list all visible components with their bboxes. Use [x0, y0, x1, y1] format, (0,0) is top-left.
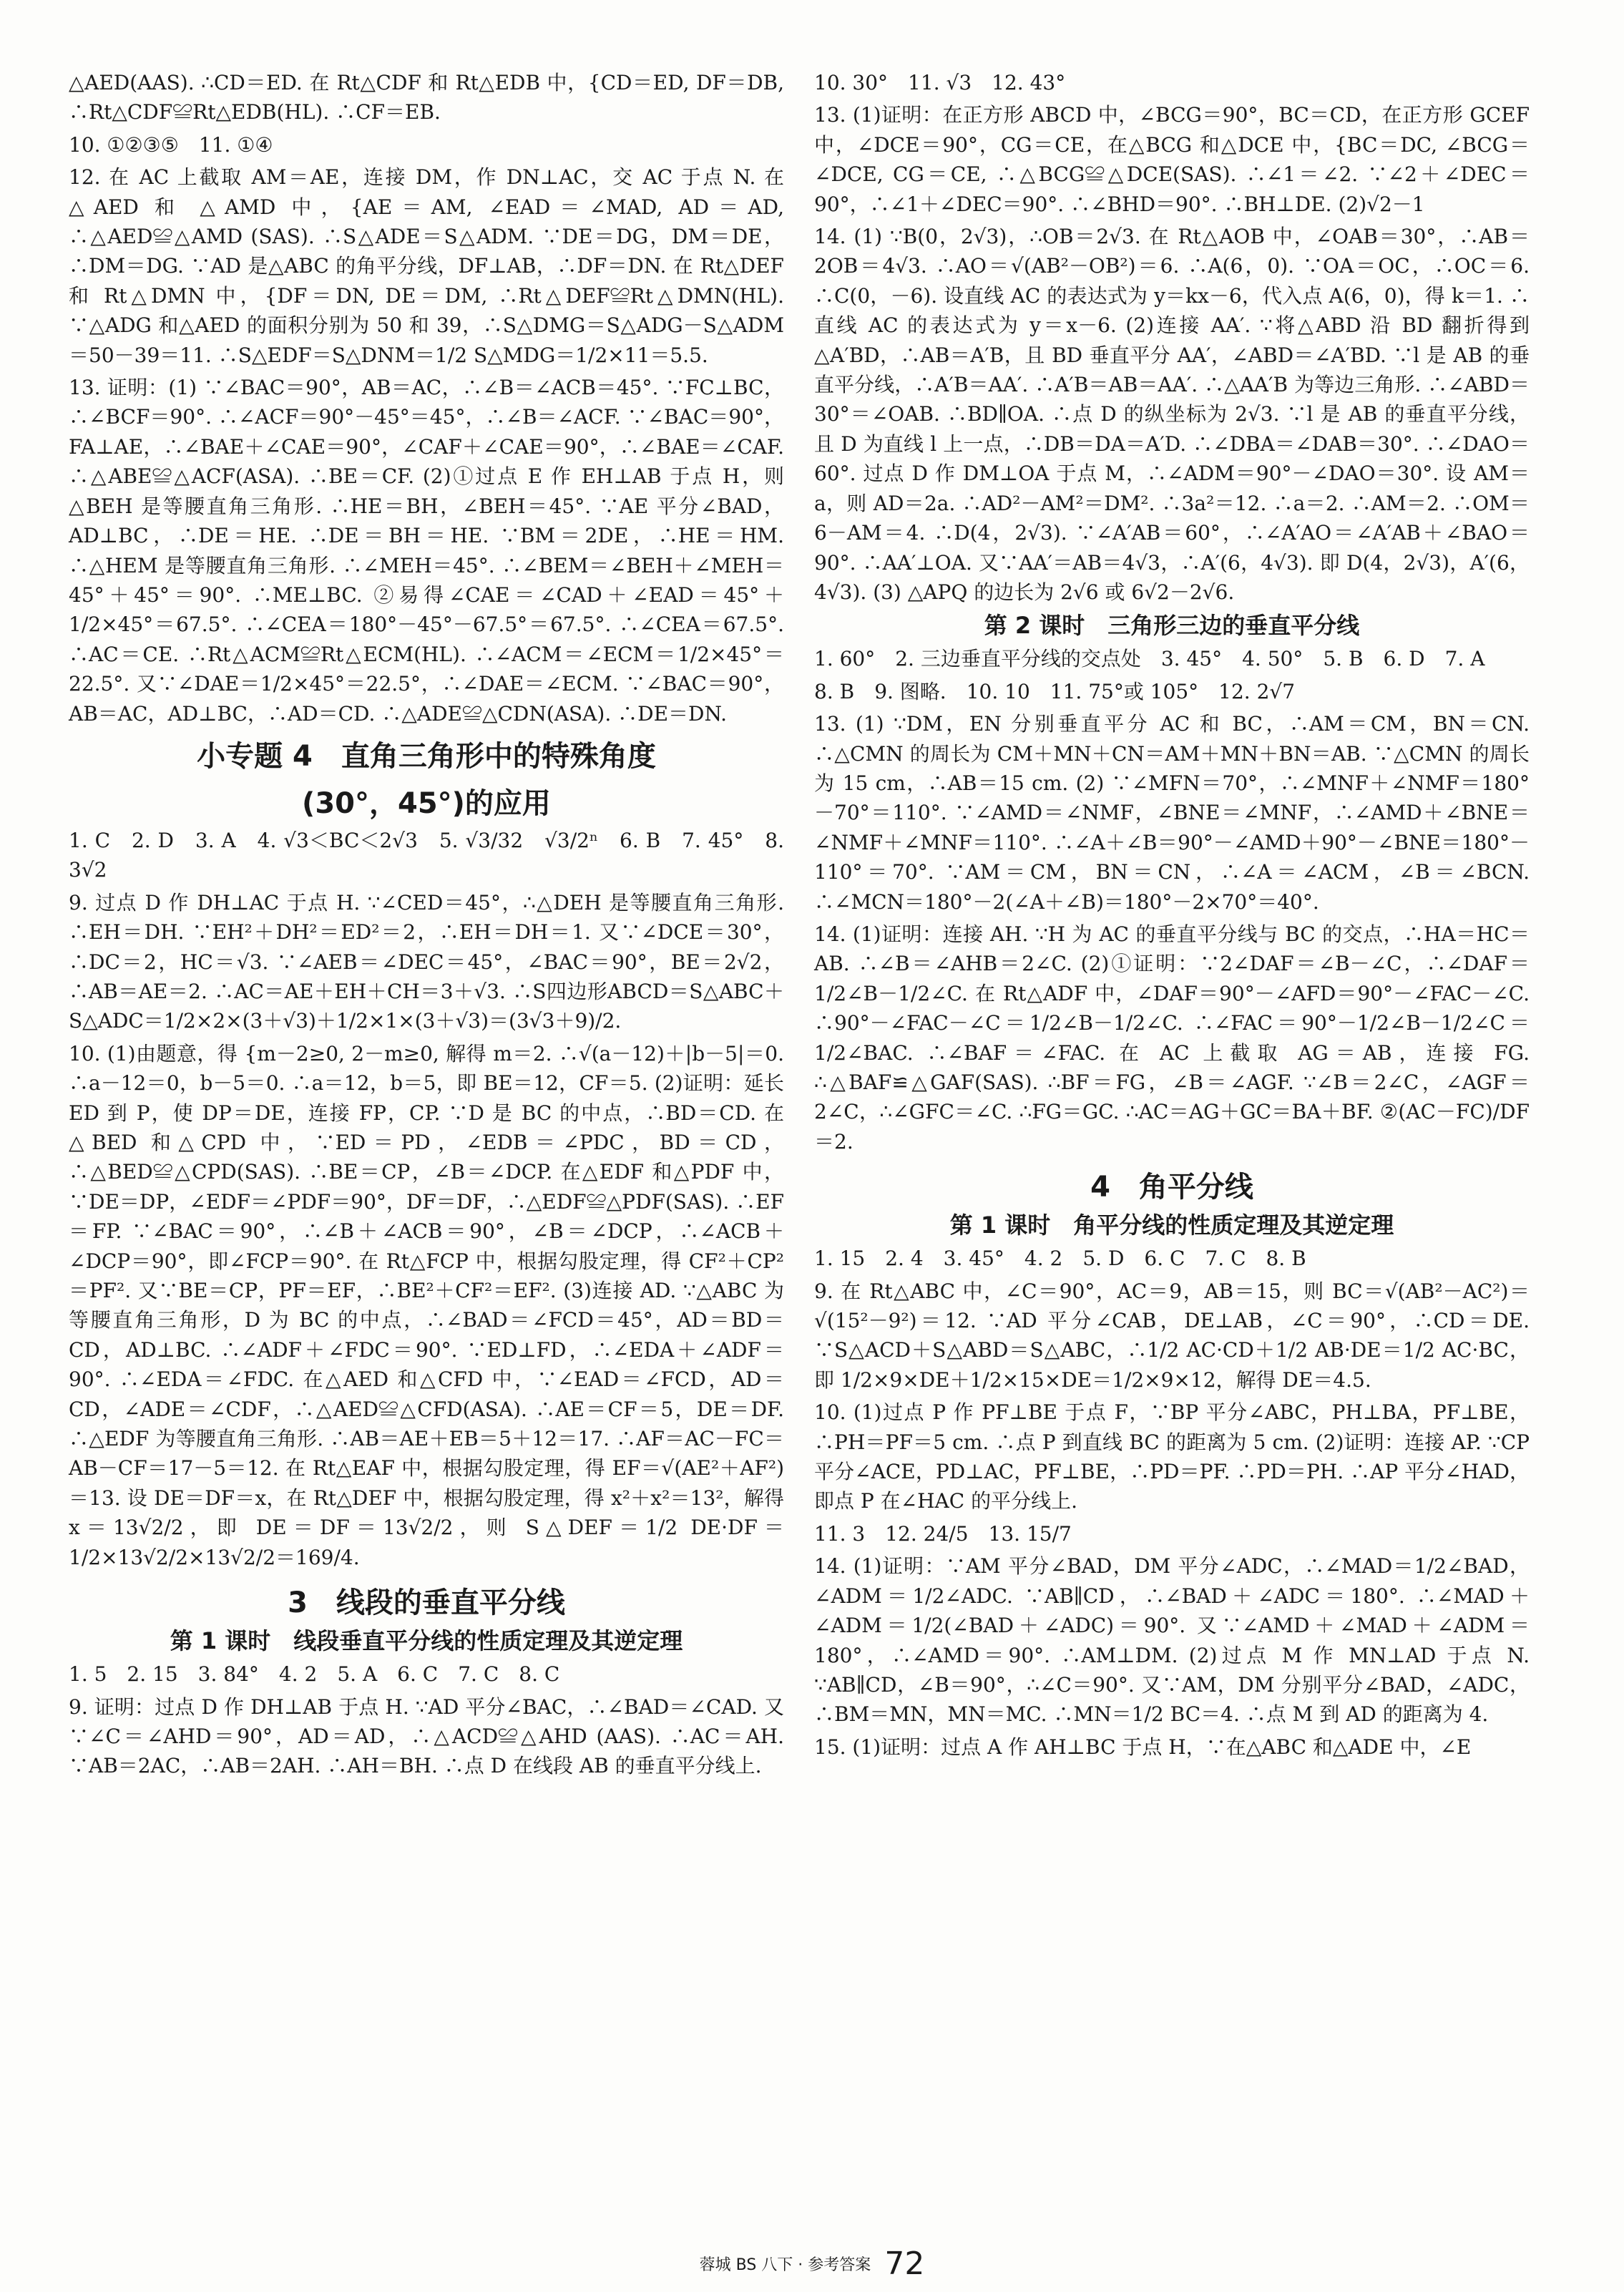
- answer-paragraph: 13. 证明：(1) ∵∠BAC＝90°，AB＝AC，∴∠B＝∠ACB＝45°. ∵FC⊥BC，∴∠BCF＝90°. ∴∠ACF＝90°－45°＝45°，∴∠B＝∠ACF. ∵∠BAC＝90°，FA⊥AE，∴∠BAE＋∠CAE＝90°，∠CAF＋∠CAE＝90°，∴∠BAE＝∠CAF. ∴△ABE≌△ACF(ASA). ∴BE＝CF. (2)①过点 E 作 EH⊥AB 于点 H，则△BEH 是等腰直角三角形. ∴HE＝BH，∠BEH＝45°. ∵AE 平分∠BAD，AD⊥BC，∴DE＝HE. ∴DE＝BH＝HE. ∵BM＝2DE，∴HE＝HM. ∴△HEM 是等腰直角三角形. ∴∠MEH＝45°. ∴∠BEM＝∠BEH＋∠MEH＝45°＋45°＝90°. ∴ME⊥BC. ②易得∠CAE＝∠CAD＋∠EAD＝45°＋1/2×45°＝67.5°. ∴∠CEA＝180°－45°－67.5°＝67.5°. ∴∠CEA＝67.5°. ∴AC＝CE. ∴Rt△ACM≌Rt△ECM(HL). ∴∠ACM＝∠ECM＝1/2×45°＝22.5°. 又∵∠DAE＝1/2×45°＝22.5°，∴∠DAE＝∠ECM. ∵∠BAC＝90°，AB＝AC，AD⊥BC，∴AD＝CD. ∴△ADE≌△CDN(ASA). ∴DE＝DN.: [69, 376, 784, 726]
- answer-paragraph: 11. 3 12. 24/5 13. 15/7: [814, 1521, 1072, 1546]
- footer-label: 蓉城 BS 八下 · 参考答案: [699, 2256, 871, 2274]
- answer-paragraph: 14. (1)证明：∵AM 平分∠BAD，DM 平分∠ADC，∴∠MAD＝1/2∠BAD，∠ADM＝1/2∠ADC. ∵AB∥CD，∴∠BAD＋∠ADC＝180°. ∴∠MAD＋∠ADM＝1/2(∠BAD＋∠ADC)＝90°. 又∵∠AMD＋∠MAD＋∠ADM＝180°，∴∠AMD＝90°. ∴AM⊥DM. (2)过点 M 作 MN⊥AD 于点 N. ∵AB∥CD，∠B＝90°，∴∠C＝90°. 又∵AM，DM 分别平分∠BAD，∠ADC，∴BM＝MN，MN＝MC. ∴MN＝1/2 BC＝4. ∴点 M 到 AD 的距离为 4.: [814, 1554, 1530, 1727]
- section-heading: 3 线段的垂直平分线: [288, 1586, 565, 1620]
- answer-paragraph: 10. ①②③⑤ 11. ①④: [69, 132, 273, 157]
- answer-paragraph: 9. 在 Rt△ABC 中，∠C＝90°，AC＝9，AB＝15，则 BC＝√(AB²－AC²)＝√(15²－9²)＝12. ∵AD 平分∠CAB，DE⊥AB，∠C＝90°，∴CD＝DE. ∵S△ACD＋S△ABD＝S△ABC，∴1/2 AC·CD＋1/2 AB·DE＝1/2 AC·BC，即 1/2×9×DE＋1/2×15×DE＝1/2×9×12，解得 DE＝4.5.: [814, 1279, 1530, 1392]
- answer-paragraph: 13. (1) ∵DM，EN 分别垂直平分 AC 和 BC，∴AM＝CM，BN＝CN. ∴△CMN 的周长为 CM＋MN＋CN＝AM＋MN＋BN＝AB. ∵△CMN 的周长为 15 cm，∴AB＝15 cm. (2) ∵∠MFN＝70°，∴∠MNF＋∠NMF＝180°－70°＝110°. ∵∠AMD＝∠NMF，∠BNE＝∠MNF，∴∠AMD＋∠BNE＝∠NMF＋∠MNF＝110°. ∴∠A＋∠B＝90°－∠AMD＋90°－∠BNE＝180°－110°＝70°. ∵AM＝CM，BN＝CN，∴∠A＝∠ACM，∠B＝∠BCN. ∴∠MCN＝180°－2(∠A＋∠B)＝180°－2×70°＝40°.: [814, 712, 1530, 914]
- answer-paragraph: 10. (1)由题意，得 {m－2≥0, 2－m≥0, 解得 m＝2. ∴√(a－12)＋|b－5|＝0. ∴a－12＝0，b－5＝0. ∴a＝12，b＝5，即 BE＝12，CF＝5. (2)证明：延长 ED 到 P，使 DP＝DE，连接 FP，CP. ∵D 是 BC 的中点，∴BD＝CD. 在△BED 和△CPD 中，∵ED＝PD，∠EDB＝∠PDC，BD＝CD，∴△BED≌△CPD(SAS). ∴BE＝CP，∠B＝∠DCP. 在△EDF 和△PDF 中，∵DE＝DP，∠EDF＝∠PDF＝90°，DF＝DF，∴△EDF≌△PDF(SAS). ∴EF＝FP. ∵∠BAC＝90°，∴∠B＋∠ACB＝90°，∠B＝∠DCP，∴∠ACB＋∠DCP＝90°，即∠FCP＝90°. 在 Rt△FCP 中，根据勾股定理，得 CF²＋CP²＝PF². 又∵BE＝CP，PF＝EF，∴BE²＋CF²＝EF². (3)连接 AD. ∵△ABC 为等腰直角三角形，D 为 BC 的中点，∴∠BAD＝∠FCD＝45°，AD＝BD＝CD，AD⊥BC. ∴∠ADF＋∠FDC＝90°. ∵ED⊥FD，∴∠EDA＋∠ADF＝90°. ∴∠EDA＝∠FDC. 在△AED 和△CFD 中，∵∠EAD＝∠FCD，AD＝CD，∠ADE＝∠CDF，∴△AED≌△CFD(ASA). ∴AE＝CF＝5，DE＝DF. ∴△EDF 为等腰直角三角形. ∴AB＝AE＋EB＝5＋12＝17. ∴AF＝AC－FC＝AB－CF＝17－5＝12. 在 Rt△EAF 中，根据勾股定理，得 EF＝√(AE²＋AF²)＝13. 设 DE＝DF＝x，在 Rt△DEF 中，根据勾股定理，得 x²＋x²＝13²，解得 x＝13√2/2，即 DE＝DF＝13√2/2，则 S△DEF＝1/2 DE·DF＝1/2×13√2/2×13√2/2＝169/4.: [69, 1041, 784, 1569]
- answer-paragraph: 1. 60° 2. 三边垂直平分线的交点处 3. 45° 4. 50° 5. B 6. D 7. A: [814, 647, 1485, 671]
- topic-heading: (30°，45°)的应用: [302, 786, 551, 820]
- answer-paragraph: 1. 5 2. 15 3. 84° 4. 2 5. A 6. C 7. C 8. C: [69, 1662, 560, 1687]
- left-column: [69, 68, 784, 1784]
- answer-paragraph: △AED(AAS). ∴CD＝ED. 在 Rt△CDF 和 Rt△EDB 中，{CD＝ED, DF＝DB, ∴Rt△CDF≌Rt△EDB(HL). ∴CF＝EB.: [69, 71, 784, 125]
- answer-paragraph: 1. 15 2. 4 3. 45° 4. 2 5. D 6. C 7. C 8. B: [814, 1247, 1306, 1271]
- answer-paragraph: 13. (1)证明：在正方形 ABCD 中，∠BCG＝90°，BC＝CD，在正方形 GCEF 中，∠DCE＝90°，CG＝CE，在△BCG 和△DCE 中，{BC＝DC, ∠BCG＝∠DCE, CG＝CE, ∴△BCG≌△DCE(SAS). ∴∠1＝∠2. ∵∠2＋∠DEC＝90°，∴∠1＋∠DEC＝90°. ∴∠BHD＝90°. ∴BH⊥DE. (2)√2－1: [814, 103, 1530, 216]
- answer-paragraph: 10. (1)过点 P 作 PF⊥BE 于点 F，∵BP 平分∠ABC，PH⊥BA，PF⊥BE，∴PH＝PF＝5 cm. ∴点 P 到直线 BC 的距离为 5 cm. (2)证明：连接 AP. ∵CP 平分∠ACE，PD⊥AC，PF⊥BE，∴PD＝PF. ∴PD＝PH. ∴AP 平分∠HAD，即点 P 在∠HAC 的平分线上.: [814, 1400, 1530, 1513]
- lesson-heading: 第 2 课时 三角形三边的垂直平分线: [984, 612, 1360, 640]
- topic-heading: 小专题 4 直角三角形中的特殊角度: [197, 739, 656, 773]
- answer-paragraph: 14. (1) ∵B(0，2√3)，∴OB＝2√3. 在 Rt△AOB 中，∠OAB＝30°，∴AB＝2OB＝4√3. ∴AO＝√(AB²－OB²)＝6. ∴A(6，0). ∵OA＝OC，∴OC＝6. ∴C(0，－6). 设直线 AC 的表达式为 y＝kx－6，代入点 A(6，0)，得 k＝1. ∴直线 AC 的表达式为 y＝x－6. (2)连接 AA′. ∵将△ABD 沿 BD 翻折得到△A′BD，∴AB＝A′B，且 BD 垂直平分 AA′，∠ABD＝∠A′BD. ∵l 是 AB 的垂直平分线，∴A′B＝AA′. ∴A′B＝AB＝AA′. ∴△AA′B 为等边三角形. ∴∠ABD＝30°＝∠OAB. ∴BD∥OA. ∴点 D 的纵坐标为 2√3. ∵l 是 AB 的垂直平分线，且 D 为直线 l 上一点，∴DB＝DA＝A′D. ∴∠DBA＝∠DAB＝30°. ∴∠DAO＝60°. 过点 D 作 DM⊥OA 于点 M，∴∠ADM＝90°－∠DAO＝30°. 设 AM＝a，则 AD＝2a. ∴AD²－AM²＝DM². ∴3a²＝12. ∴a＝2. ∴AM＝2. ∴OM＝6－AM＝4. ∴D(4，2√3). ∵∠A′AB＝60°，∴∠A′AO＝∠A′AB＋∠BAO＝90°. ∴AA′⊥OA. 又∵AA′＝AB＝4√3，∴A′(6，4√3). 即 D(4，2√3)，A′(6，4√3). (3) △APQ 的边长为 2√6 或 6√2－2√6.: [814, 225, 1530, 604]
- page-number: 72: [884, 2245, 925, 2282]
- right-column: [814, 68, 1530, 1765]
- answer-paragraph: 14. (1)证明：连接 AH. ∵H 为 AC 的垂直平分线与 BC 的交点，∴HA＝HC＝AB. ∴∠B＝∠AHB＝2∠C. (2)①证明：∵2∠DAF＝∠B－∠C，∴∠DAF＝1/2∠B－1/2∠C. 在 Rt△ADF 中，∠DAF＝90°－∠AFD＝90°－∠FAC－∠C. ∴90°－∠FAC－∠C＝1/2∠B－1/2∠C. ∴∠FAC＝90°－1/2∠B－1/2∠C＝1/2∠BAC. ∴∠BAF＝∠FAC. 在 AC 上截取 AG＝AB，连接 FG. ∴△BAF≌△GAF(SAS). ∴BF＝FG，∠B＝∠AGF. ∵∠B＝2∠C，∠AGF＝2∠C，∴∠GFC＝∠C. ∴FG＝GC. ∴AC＝AG＋GC＝BA＋BF. ②(AC－FC)/DF＝2.: [814, 922, 1530, 1154]
- lesson-heading: 第 1 课时 线段垂直平分线的性质定理及其逆定理: [170, 1627, 683, 1655]
- answer-paragraph: 9. 证明：过点 D 作 DH⊥AB 于点 H. ∵AD 平分∠BAC，∴∠BAD＝∠CAD. 又∵∠C＝∠AHD＝90°，AD＝AD，∴△ACD≌△AHD (AAS). ∴AC＝AH. ∵AB＝2AC，∴AB＝2AH. ∴AH＝BH. ∴点 D 在线段 AB 的垂直平分线上.: [69, 1694, 784, 1778]
- answer-paragraph: 1. C 2. D 3. A 4. √3＜BC＜2√3 5. √3/32 √3/2ⁿ 6. B 7. 45° 8. 3√2: [69, 828, 784, 882]
- answer-paragraph: 9. 过点 D 作 DH⊥AC 于点 H. ∵∠CED＝45°，∴△DEH 是等腰直角三角形. ∴EH＝DH. ∵EH²＋DH²＝ED²＝2，∴EH＝DH＝1. 又∵∠DCE＝30°，∴DC＝2，HC＝√3. ∵∠AEB＝∠DEC＝45°，∠BAC＝90°，BE＝2√2，∴AB＝AE＝2. ∴AC＝AE＋EH＋CH＝3＋√3. ∴S四边形ABCD＝S△ABC＋S△ADC＝1/2×2×(3＋√3)＋1/2×1×(3＋√3)＝(3√3＋9)/2.: [69, 890, 784, 1033]
- answer-paragraph: 10. 30° 11. √3 12. 43°: [814, 71, 1066, 94]
- answer-paragraph: 12. 在 AC 上截取 AM＝AE，连接 DM，作 DN⊥AC，交 AC 于点 N. 在 △AED 和 △AMD 中，{AE＝AM, ∠EAD＝∠MAD, AD＝AD, ∴△AED≌△AMD (SAS). ∴S△ADE＝S△ADM. ∵DE＝DG，DM＝DE，∴DM＝DG. ∵AD 是△ABC 的角平分线，DF⊥AB，∴DF＝DN. 在 Rt△DEF 和 Rt△DMN 中，{DF＝DN, DE＝DM, ∴Rt△DEF≌Rt△DMN(HL). ∵△ADG 和△AED 的面积分别为 50 和 39，∴S△DMG＝S△ADG－S△ADM＝50－39＝11. ∴S△EDF＝S△DNM＝1/2 S△MDG＝1/2×11＝5.5.: [69, 165, 784, 367]
- lesson-heading: 第 1 课时 角平分线的性质定理及其逆定理: [949, 1211, 1394, 1239]
- answer-paragraph: 8. B 9. 图略. 10. 10 11. 75°或 105° 12. 2√7: [814, 679, 1296, 703]
- section-heading: 4 角平分线: [1090, 1171, 1253, 1204]
- page-footer: [0, 2245, 1624, 2282]
- answer-paragraph: 15. (1)证明：过点 A 作 AH⊥BC 于点 H，∵在△ABC 和△ADE 中，∠E: [814, 1735, 1472, 1759]
